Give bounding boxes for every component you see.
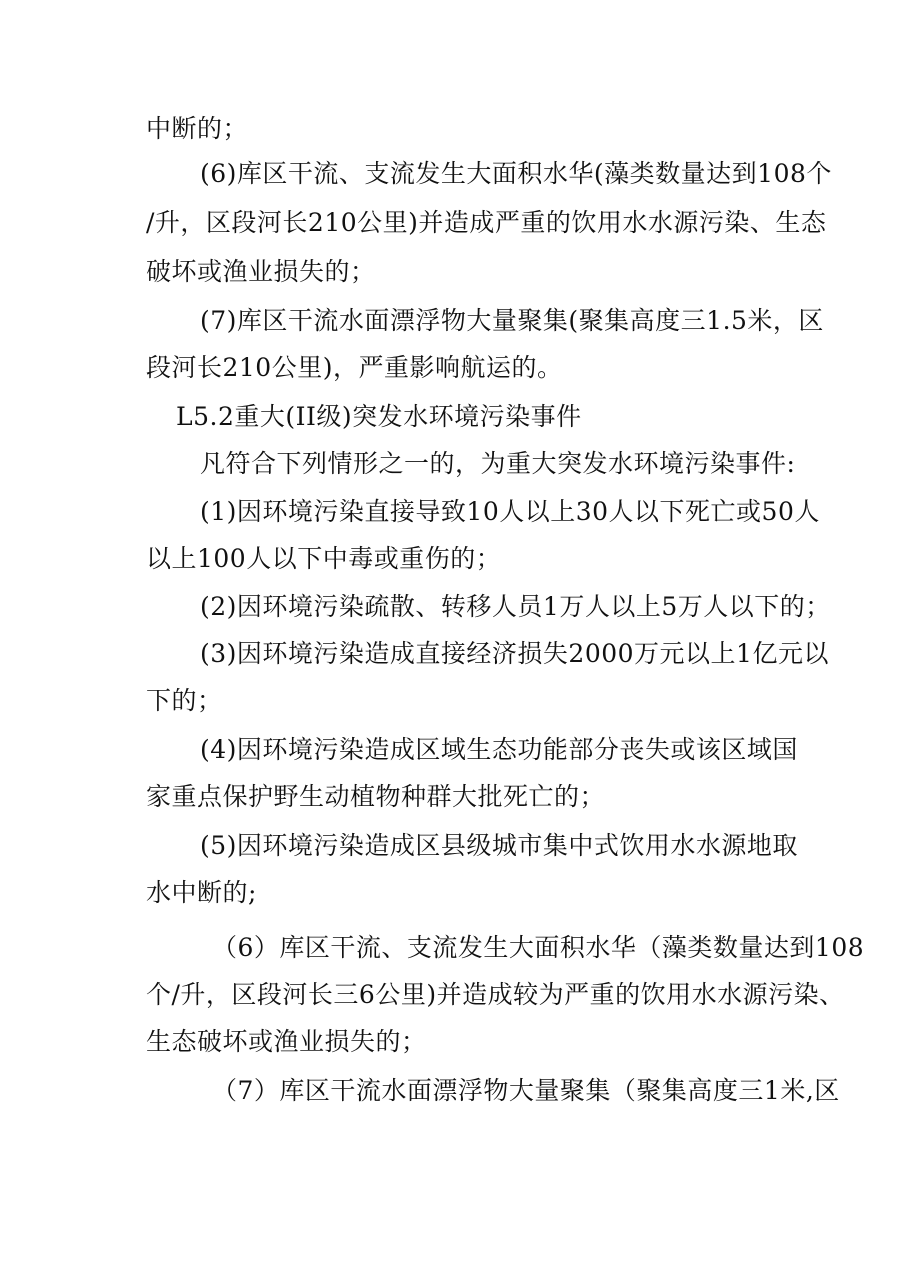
text-line: (5)因环境污染造成区县级城市集中式饮用水水源地取 [200, 831, 798, 860]
text-line: /升，区段河长210公里)并造成严重的饮用水水源污染、生态 [146, 208, 827, 237]
text-line: 家重点保护野生动植物种群大批死亡的； [146, 782, 606, 811]
text-line: 凡符合下列情形之一的，为重大突发水环境污染事件: [200, 449, 796, 478]
text-line: (3)因环境污染造成直接经济损失2000万元以上1亿元以 [200, 639, 829, 668]
text-line: （6）库区干流、支流发生大面积水华（藻类数量达到108 [212, 933, 865, 962]
text-line: 下的； [146, 686, 223, 715]
text-line: (2)因环境污染疏散、转移人员1万人以上5万人以下的； [200, 592, 831, 621]
text-line: 段河长210公里)，严重影响航运的。 [146, 353, 563, 382]
text-line: 水中断的; [146, 878, 257, 907]
text-line: 生态破坏或渔业损失的； [146, 1027, 427, 1056]
text-line: 个/升，区段河长三6公里)并造成较为严重的饮用水水源污染、 [146, 980, 845, 1009]
section-heading: L5.2重大(II级)突发水环境污染事件 [176, 402, 582, 431]
text-line: 中断的； [146, 114, 249, 143]
text-line: （7）库区干流水面漂浮物大量聚集（聚集高度三1米,区 [212, 1076, 840, 1105]
text-line: 以上100人以下中毒或重伤的； [146, 544, 502, 573]
text-line: (4)因环境污染造成区域生态功能部分丧失或该区域国 [200, 735, 798, 764]
text-line: (1)因环境污染直接导致10人以上30人以下死亡或50人 [200, 497, 820, 526]
text-line: (7)库区干流水面漂浮物大量聚集(聚集高度三1.5米，区 [200, 306, 824, 335]
text-line: 破坏或渔业损失的； [146, 257, 376, 286]
text-line: (6)库区干流、支流发生大面积水华(藻类数量达到108个 [200, 159, 832, 188]
